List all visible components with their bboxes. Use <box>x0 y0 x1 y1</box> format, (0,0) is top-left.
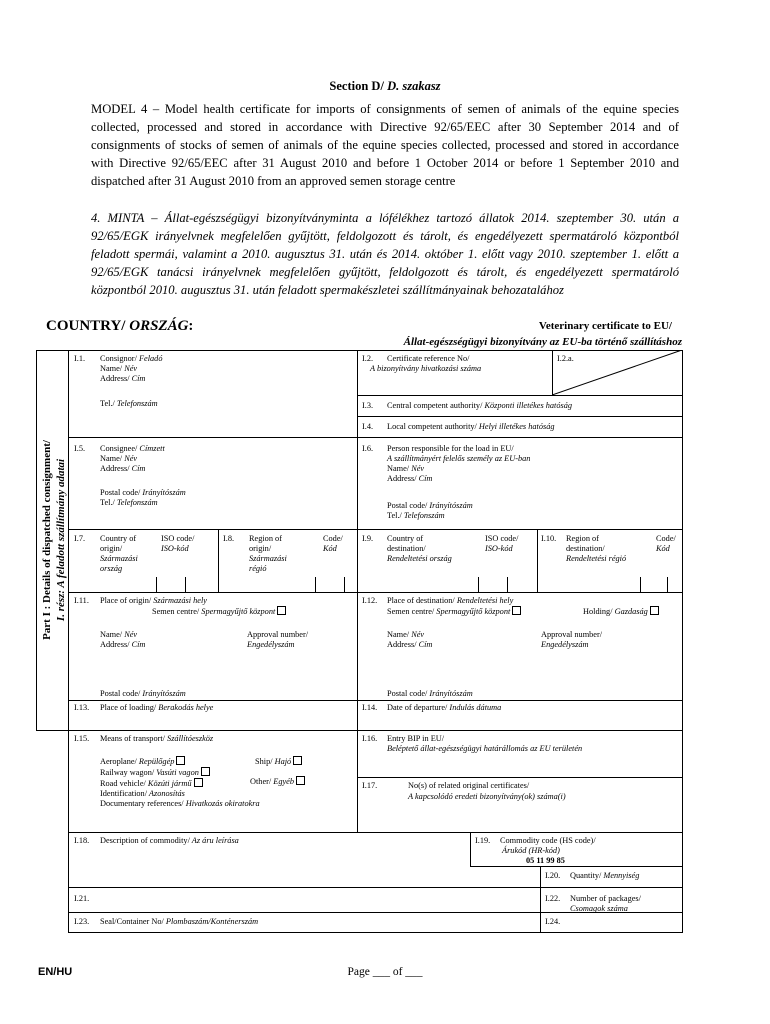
semen-centre-checkbox[interactable] <box>277 606 286 615</box>
field-I14-num: I.14. <box>362 703 378 712</box>
field-I16-num: I.16. <box>362 734 378 743</box>
commodity-code-label-hu: Árukód (HR-kód) <box>502 846 560 855</box>
destination-postal: Postal code/ Irányítószám <box>387 689 473 698</box>
field-I12-num: I.12. <box>362 596 378 605</box>
page-number: Page ___ of ___ <box>347 966 423 978</box>
ship-checkbox[interactable] <box>293 756 302 765</box>
destination-approval-number: Approval number/ Engedélyszám <box>541 630 603 649</box>
commodity-code-value: 05 11 99 85 <box>526 856 565 865</box>
certificate-reference: Certificate reference No/ <box>387 354 470 363</box>
road-vehicle-checkbox[interactable] <box>194 778 203 787</box>
field-I21-num: I.21. <box>74 894 90 903</box>
transport-options: Aeroplane/ Repülőgép Railway wagon/ Vasúti vagon Road vehicle/ Közúti jármű Identification/ Azonosítás Documentary references/ Hivatkozás okiratokra <box>100 757 260 808</box>
field-I1: I.1. <box>74 354 86 363</box>
seal-container: Seal/Container No/ Plombaszám/Konténerszám <box>100 917 259 926</box>
origin-iso-code: ISO code/ ISO-kód <box>161 534 195 553</box>
field-I13-num: I.13. <box>74 703 90 712</box>
language-code: EN/HU <box>38 966 73 978</box>
model-title-en: MODEL 4 – Model health certificate for imports of consignments of semen of animals of the equine species collected, processed and stored in accordance with Directive 92/65/EEC after 30 September 2014 and of consignments of stocks of semen of animals of the equine species collected, processed and stored in accordance with Directive 92/65/EEC after 31 August 2010 and before 1 October 2014 or before 1 September 2010 and dispatched after 31 August 2010 from an approved semen storage centre <box>91 102 679 189</box>
country-of-destination: Country of destination/ Rendeltetési ország <box>387 534 452 563</box>
destination-region-code: Code/ Kód <box>656 534 676 553</box>
origin-region-code: Code/ Kód <box>323 534 343 553</box>
region-of-destination: Region of destination/ Rendeltetési régió <box>566 534 627 563</box>
field-I24-num: I.24. <box>545 917 561 926</box>
destination-semen-centre-checkbox[interactable] <box>512 606 521 615</box>
transport-ship: Ship/ Hajó <box>255 756 302 767</box>
entry-bip: Entry BIP in EU/ <box>387 734 445 743</box>
number-of-packages-hu: Csomagok száma <box>570 904 628 913</box>
related-certificates: No(s) of related original certificates/ <box>408 781 530 790</box>
section-heading: Section D/ D. szakasz <box>329 79 441 93</box>
date-of-departure: Date of departure/ Indulás dátuma <box>387 703 502 712</box>
means-of-transport: Means of transport/ Szállítóeszköz <box>100 734 214 743</box>
place-of-loading: Place of loading/ Berakodás helye <box>100 703 214 712</box>
place-of-origin: Place of origin/ Származási hely <box>100 596 207 605</box>
field-I20-num: I.20. <box>545 871 561 880</box>
consignor-tel: Tel./ Telefonszám <box>100 399 158 408</box>
country-label: COUNTRY/ ORSZÁG: <box>46 318 194 334</box>
commodity-code-label: Commodity code (HS code)/ <box>500 836 596 845</box>
local-authority: Local competent authority/ Helyi illetékes hatóság <box>387 422 555 431</box>
responsible-person-postal: Postal code/ Irányítószám Tel./ Telefonszám <box>387 501 473 520</box>
origin-semen-centre: Semen centre/ Spermagyűjtő központ <box>152 606 286 617</box>
field-I23-num: I.23. <box>74 917 90 926</box>
field-I6-num: I.6. <box>362 444 374 453</box>
vet-cert-title: Veterinary certificate to EU/ <box>538 320 672 332</box>
number-of-packages: Number of packages/ <box>570 894 641 903</box>
destination-name-address: Name/ Név Address/ Cím <box>387 630 433 649</box>
certificate-reference-hu: A bizonyítvány hivatkozási száma <box>370 364 482 373</box>
destination-semen-centre: Semen centre/ Spermagyűjtő központ <box>387 606 521 617</box>
field-I4-num: I.4. <box>362 422 374 431</box>
origin-name-address: Name/ Név Address/ Cím <box>100 630 146 649</box>
model-title-hu: 4. MINTA – Állat-egészségügyi bizonyítványminta a lófélékhez tartozó állatok 2014. szeptember 30. után a 92/65/EGK irányelvnek megfelelően gyűjtött, feldolgozott és tárolt, és engedélyezett spermatároló központból feladott spermái, valamint a 2010. augusztus 31. után és 2014. október 1. előtt vagy 2010. szeptember 1. előtt a 92/65/EGK tanácsi irányelvnek megfelelően gyűjtött, feldolgozott és tárolt, és engedélyezett spermatároló központból 2010. augusztus 31. után feladott spermakészletei szállítmányainak behozatalához <box>91 211 679 298</box>
field-I8-num: I.8. <box>223 534 235 543</box>
consignee-postal: Postal code/ Irányítószám Tel./ Telefonszám <box>100 488 186 507</box>
field-I11-num: I.11. <box>74 596 89 605</box>
field-I9-num: I.9. <box>362 534 374 543</box>
aeroplane-checkbox[interactable] <box>176 756 185 765</box>
holding-checkbox[interactable] <box>650 606 659 615</box>
entry-bip-hu: Beléptető állat-egészségügyi határállomás az EU területén <box>387 744 583 753</box>
place-of-destination: Place of destination/ Rendeltetési hely <box>387 596 514 605</box>
other-checkbox[interactable] <box>296 776 305 785</box>
field-I7-num: I.7. <box>74 534 86 543</box>
related-certificates-hu: A kapcsolódó eredeti bizonyítvány(ok) száma(i) <box>408 792 566 801</box>
field-I22-num: I.22. <box>545 894 561 903</box>
railway-checkbox[interactable] <box>201 767 210 776</box>
commodity-description: Description of commodity/ Az áru leírása <box>100 836 239 845</box>
field-I17-num: I.17. <box>362 781 378 790</box>
central-authority: Central competent authority/ Központi illetékes hatóság <box>387 401 573 410</box>
transport-other: Other/ Egyéb <box>250 776 305 787</box>
field-I2a: I.2.a. <box>557 354 574 363</box>
country-of-origin: Country of origin/ Származási ország <box>100 534 138 573</box>
quantity: Quantity/ Mennyiség <box>570 871 640 880</box>
field-I5-num: I.5. <box>74 444 86 453</box>
responsible-person-block: Person responsible for the load in EU/ A szállítmányért felelős személy az EU-ban Name/ Név Address/ Cím <box>387 444 531 483</box>
field-I15-num: I.15. <box>74 734 90 743</box>
origin-postal: Postal code/ Irányítószám <box>100 689 186 698</box>
field-I10-num: I.10. <box>541 534 557 543</box>
consignor-block: Consignor/ Feladó Name/ Név Address/ Cím <box>100 354 163 383</box>
field-I2-num: I.2. <box>362 354 374 363</box>
vet-cert-title-hu: Állat-egészségügyi bizonyítvány az EU-ba történő szállításhoz <box>403 336 682 348</box>
destination-holding: Holding/ Gazdaság <box>583 606 659 617</box>
destination-iso-code: ISO code/ ISO-kód <box>485 534 519 553</box>
field-I3-num: I.3. <box>362 401 374 410</box>
field-I18-num: I.18. <box>74 836 90 845</box>
origin-approval-number: Approval number/ Engedélyszám <box>247 630 309 649</box>
region-of-origin: Region of origin/ Származási régió <box>249 534 287 573</box>
field-I19-num: I.19. <box>475 836 491 845</box>
consignee-block: Consignee/ Címzett Name/ Név Address/ Cím <box>100 444 165 473</box>
